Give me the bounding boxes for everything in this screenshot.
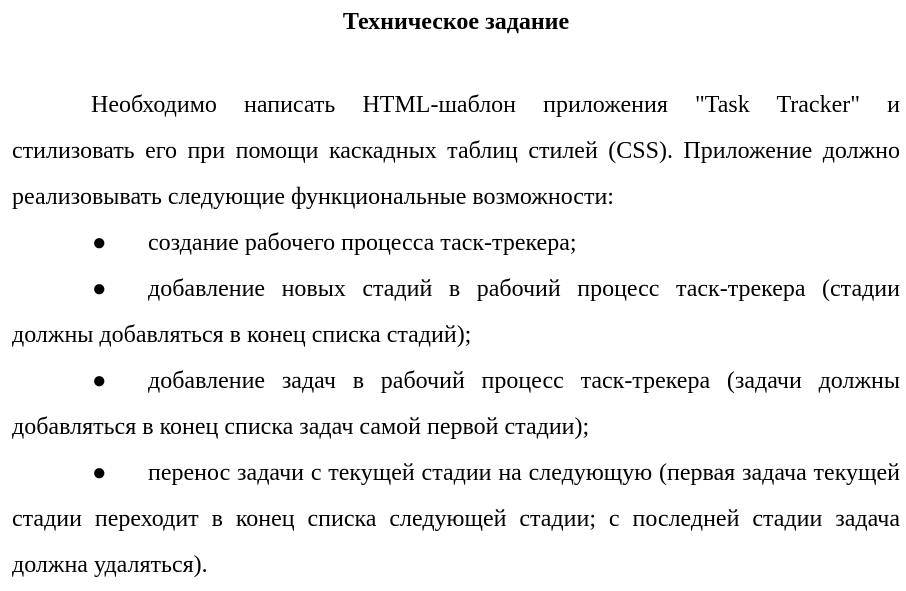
list-item-text: перенос задачи с текущей стадии на следующую (первая задача текущей стадии переходит в конец списка следующей стадии; с последней стадии задача должна удаляться). <box>12 460 900 578</box>
document-title: Техническое задание <box>342 9 570 35</box>
list-item <box>12 358 900 450</box>
intro-paragraph: Необходимо написать HTML-шаблон приложения "Task Tracker" и стилизовать его при помощи каскадных таблиц стилей (CSS). Приложение должно реализовывать следующие функциональные возможности: <box>12 92 900 210</box>
list-item <box>12 266 900 358</box>
list-item <box>12 450 900 588</box>
list-item-text: добавление новых стадий в рабочий процесс таск-трекера (стадии должны добавляться в конец списка стадий); <box>12 276 900 348</box>
list-item-text: создание рабочего процесса таск-трекера; <box>148 230 577 256</box>
bullet-icon: ● <box>92 368 107 394</box>
requirements-list <box>12 220 900 588</box>
bullet-icon: ● <box>92 276 107 302</box>
list-item-text: добавление задач в рабочий процесс таск-трекера (задачи должны добавляться в конец списка задач самой первой стадии); <box>12 368 900 440</box>
bullet-icon: ● <box>92 460 107 486</box>
list-item <box>12 220 900 266</box>
bullet-icon: ● <box>92 230 107 256</box>
document-page <box>12 0 900 588</box>
